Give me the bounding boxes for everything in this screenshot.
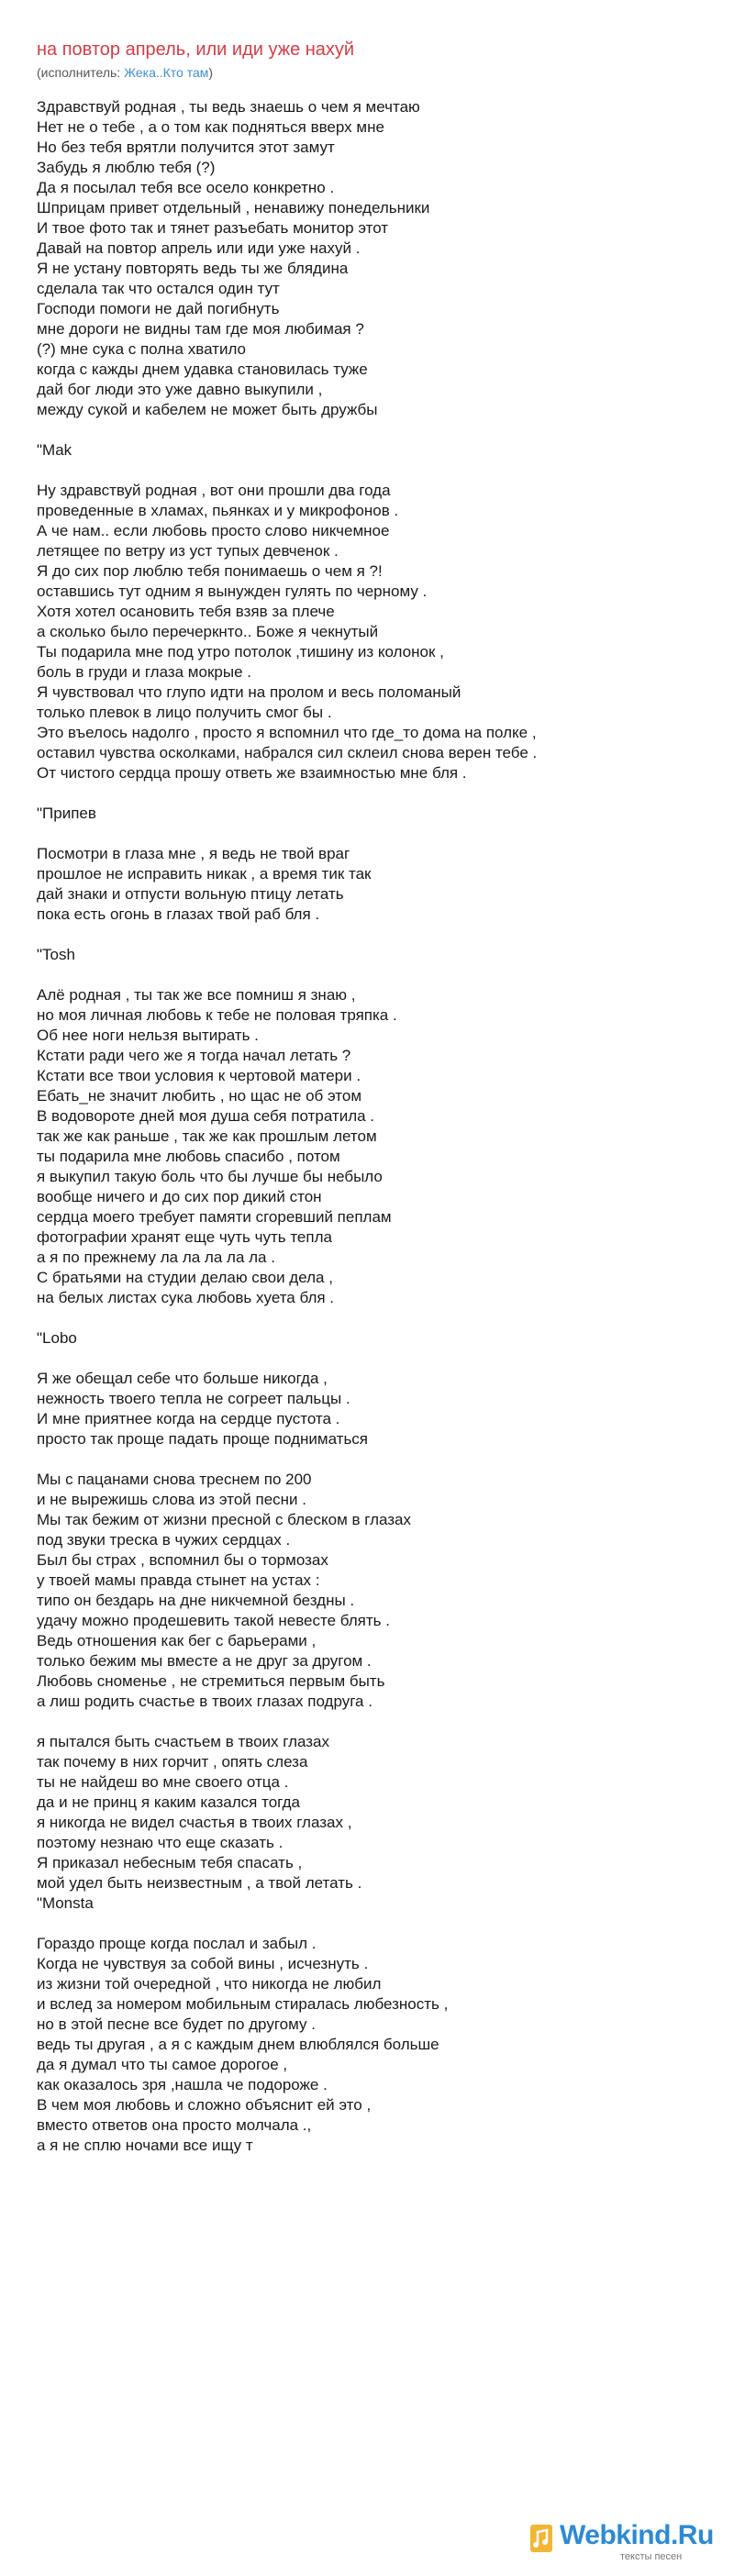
lyric-line: И твое фото так и тянет разъебать монитор этот [37,219,389,237]
lyric-line: (?) мне сука с полна хватило [37,340,247,358]
lyric-line: вообще ничего и до сих пор дикий стон [37,1188,322,1205]
lyric-line: "Mak [37,441,72,459]
webkind-logo[interactable] [528,2519,712,2563]
lyric-line: Был бы страх , вспомнил бы о тормозах [37,1551,328,1569]
lyric-line: Я приказал небесным тебя спасать , [37,1854,303,1871]
lyric-line: Господи помоги не дай погибнуть [37,300,280,317]
lyric-line [37,420,734,440]
lyric-line [37,1349,734,1369]
lyric-line: пока есть огонь в глазах твой раб бля . [37,905,320,923]
lyric-line: Нет не о тебе , а о том как подняться вверх мне [37,118,384,136]
lyric-line: на белых листах сука любовь хуета бля . [37,1289,335,1306]
lyric-line: а я по прежнему ла ла ла ла ла . [37,1249,275,1266]
lyric-line: удачу можно продешевить такой невесте блять . [37,1612,390,1629]
lyric-line: Ведь отношения как бег с барьерами , [37,1632,317,1649]
lyric-line: сердца моего требует памяти сгоревший пеплам [37,1208,392,1226]
lyric-line: "Lobo [37,1329,77,1347]
lyric-line: Это въелось надолго , просто я вспомнил что где_то дома на полке , [37,724,537,741]
lyric-line: только плевок в лицо получить смог бы . [37,704,332,721]
artist-line [37,62,734,83]
lyric-line: В водовороте дней моя душа себя потратила . [37,1107,375,1125]
lyric-line: как оказалось зря ,нашла че подороже . [37,2076,328,2093]
lyric-line: Ебать_не значит любить , но щас не об этом [37,1087,362,1105]
lyric-line: "Monsta [37,1894,94,1912]
lyric-line: поэтому незнаю что еще сказать . [37,1834,284,1851]
lyric-line: летящее по ветру из уст тупых девченок . [37,542,339,560]
lyric-line: когда с кажды днем удавка становилась туже [37,361,368,378]
lyric-line: боль в груди и глаза мокрые . [37,663,251,681]
logo-tld: .Ru [670,2520,714,2550]
lyric-line: так почему в них горчит , опять слеза [37,1753,308,1771]
lyric-line: И мне приятнее когда на сердце пустота . [37,1410,340,1427]
lyric-line: Кстати ради чего же я тогда начал летать ? [37,1047,351,1064]
lyric-line: фотографии хранят еще чуть чуть тепла [37,1228,332,1246]
lyric-line: Посмотри в глаза мне , я ведь не твой враг [37,845,350,862]
lyric-line: "Припев [37,805,96,822]
lyric-line: да и не принц я каким казался тогда [37,1793,300,1811]
lyric-line: Когда не чувствуя за собой вины , исчезнуть . [37,1955,369,1972]
lyric-line: нежность твоего тепла не согреет пальцы . [37,1390,350,1407]
lyric-line: Я до сих пор люблю тебя понимаешь о чем я ?! [37,562,383,580]
song-title: на повтор апрель, или иди уже нахуй [37,39,355,60]
music-note-icon [528,2519,554,2556]
lyric-line: ты не найдеш во мне своего отца . [37,1773,289,1791]
lyric-line: В чем моя любовь и сложно объяснит ей это , [37,2096,372,2114]
lyric-line: Но без тебя врятли получится этот замут [37,139,335,156]
lyric-line: ты подарила мне любовь спасибо , потом [37,1148,340,1165]
artist-suffix: ) [208,65,214,80]
lyric-line: из жизни той очередной , что никогда не любил [37,1975,382,1993]
lyric-line [37,461,734,481]
lyric-line: Я не устану повторять ведь ты же блядина [37,260,349,277]
lyric-line: мне дороги не видны там где моя любимая ? [37,320,364,338]
lyric-line: Я чувствовал что глупо идти на пролом и весь поломаный [37,683,462,701]
lyric-line: Любовь сноменье , не стремиться первым быть [37,1672,385,1690]
lyric-line: оставшись тут одним я вынужден гулять по черному . [37,583,428,600]
lyric-line: но в этой песне все будет по другому . [37,2015,316,2033]
lyric-line: сделала так что остался один тут [37,280,280,297]
lyric-line [37,1914,734,1934]
lyric-line: Кстати все твои условия к чертовой матери . [37,1067,361,1084]
lyric-line: Я же обещал себе что больше никогда , [37,1370,328,1387]
lyric-line: у твоей мамы правда стынет на устах : [37,1571,320,1589]
lyric-line: типо он бездарь на дне никчемной бездны . [37,1592,355,1609]
lyric-line: Ну здравствуй родная , вот они прошли два года [37,482,391,499]
lyric-line: и вслед за номером мобильным стиралась любезность , [37,1995,449,2013]
lyric-line: Алё родная , ты так же все помниш я знаю , [37,986,356,1004]
lyric-line: С братьями на студии делаю свои дела , [37,1269,333,1286]
lyric-line: Забудь я люблю тебя (?) [37,159,216,176]
lyric-line: Ты подарила мне под утро потолок ,тишину из колонок , [37,643,444,661]
lyric-line [37,783,734,804]
lyric-line: проведенные в хламах, пьянках и у микрофонов . [37,502,399,519]
lyric-line: но моя личная любовь к тебе не половая тряпка . [37,1006,397,1024]
artist-link[interactable]: Жека..Кто там [124,65,209,80]
lyric-line: я выкупил такую боль что бы лучше бы небыло [37,1168,383,1185]
lyric-line [37,1712,734,1732]
logo-subtitle: тексты песен [620,2551,683,2562]
lyric-line: Да я посылал тебя все осело конкретно . [37,179,335,196]
lyric-line: только бежим мы вместе а не друг за другом . [37,1652,372,1670]
lyric-line [37,965,734,985]
lyric-line [37,824,734,844]
lyric-line: Здравствуй родная , ты ведь знаешь о чем я мечтаю [37,98,420,116]
lyric-line: Мы с пацанами снова треснем по 200 [37,1471,312,1488]
lyric-line: и не вырежишь слова из этой песни . [37,1491,306,1508]
lyric-line: Мы так бежим от жизни пресной с блеском в глазах [37,1511,412,1528]
lyric-line: мой удел быть неизвестным , а твой летать . [37,1874,362,1892]
lyric-line: оставил чувства осколками, набрался сил склеил снова верен тебе . [37,744,538,761]
lyric-line: между сукой и кабелем не может быть дружбы [37,401,378,418]
lyric-line: А че нам.. если любовь просто слово никчемное [37,522,390,539]
lyric-line: От чистого сердца прошу ответь же взаимностью мне бля . [37,764,467,782]
logo-brand: Webkind [560,2520,671,2550]
lyric-line: ведь ты другая , а я с каждым днем влюблялся больше [37,2036,439,2053]
lyric-line: под звуки треска в чужих сердцах . [37,1531,291,1549]
lyric-line: дай бог люди это уже давно выкупили , [37,381,323,398]
artist-prefix: (исполнитель: [37,65,125,80]
lyric-line: просто так проще падать проще подниматься [37,1430,369,1448]
lyric-line: "Tosh [37,946,75,963]
lyric-line: Об нее ноги нельзя вытирать . [37,1027,259,1044]
lyric-line: прошлое не исправить никак , а время тик так [37,865,372,883]
lyric-line [37,1308,734,1328]
lyric-line [37,1449,734,1470]
lyric-line: Хотя хотел осановить тебя взяв за плече [37,603,335,620]
lyric-line: Давай на повтор апрель или иди уже нахуй . [37,239,361,257]
lyric-line: я пытался быть счастьем в твоих глазах [37,1733,330,1750]
lyric-line: Шприцам привет отдельный , ненавижу понедельники [37,199,430,217]
lyric-line: да я думал что ты самое дорогое , [37,2056,288,2073]
lyric-line: дай знаки и отпусти вольную птицу летать [37,885,344,903]
lyric-line: вместо ответов она просто молчала ., [37,2116,312,2134]
lyric-line: так же как раньше , так же как прошлым летом [37,1127,377,1145]
lyric-line: Гораздо проще когда послал и забыл . [37,1935,317,1952]
lyric-line: а сколько было перечеркнто.. Боже я чекнутый [37,623,379,640]
lyric-line: я никогда не видел счастья в твоих глазах , [37,1814,352,1831]
logo-text [560,2519,714,2552]
lyric-line [37,925,734,945]
lyric-line: а лиш родить счастье в твоих глазах подруга . [37,1693,373,1710]
lyrics-body [37,97,734,2156]
lyric-line: а я не сплю ночами все ищу т [37,2137,253,2154]
